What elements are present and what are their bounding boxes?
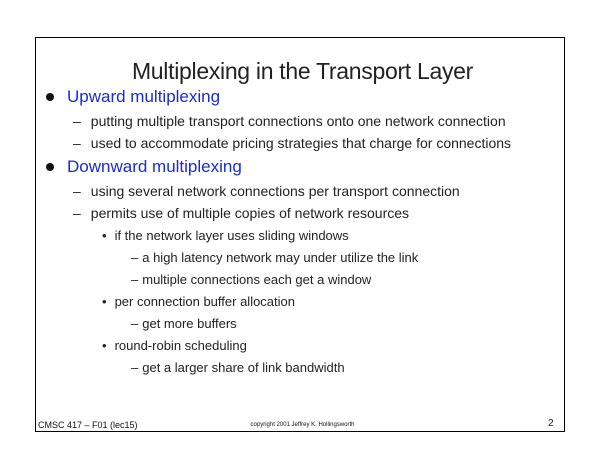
footer-course: CMSC 417 – F01 (lec15) <box>38 420 138 430</box>
detail-item <box>131 272 371 287</box>
page-number: 2 <box>548 418 554 429</box>
detail-item-text: get more buffers <box>142 316 237 331</box>
detail-item-text: get a larger share of link bandwidth <box>142 360 345 375</box>
list-item <box>73 205 409 221</box>
dash-icon: – <box>131 272 139 287</box>
list-item-text: permits use of multiple copies of network resources <box>90 205 410 221</box>
list-item <box>73 135 511 151</box>
bullet-heading: Downward multiplexing <box>67 157 242 176</box>
bullet-heading: Upward multiplexing <box>67 87 221 106</box>
list-item <box>73 183 460 199</box>
list-item-text: used to accommodate pricing strategies that charge for connections <box>90 135 512 151</box>
detail-item-text: multiple connections each get a window <box>142 272 372 287</box>
bullet-point-icon: • <box>102 228 107 243</box>
dash-icon: – <box>73 135 81 151</box>
dash-icon: – <box>131 360 139 375</box>
bullet-upward-multiplexing <box>46 87 566 107</box>
sub-list-item <box>102 294 295 309</box>
slide-title: Multiplexing in the Transport Layer <box>131 58 474 84</box>
sub-list-item-text: if the network layer uses sliding windows <box>114 228 349 243</box>
dash-icon: – <box>131 250 139 265</box>
footer-copyright: copyright 2001 Jeffrey K. Hollingsworth <box>250 422 355 428</box>
detail-item <box>131 316 237 331</box>
sub-list-item-text: round-robin scheduling <box>114 338 247 353</box>
bullet-downward-multiplexing <box>46 157 566 177</box>
sub-list-item <box>102 228 349 243</box>
bullet-dot-icon <box>46 93 54 101</box>
list-item <box>73 113 506 129</box>
detail-item <box>131 360 345 375</box>
dash-icon: – <box>73 183 81 199</box>
bullet-point-icon: • <box>102 294 107 309</box>
detail-item <box>131 250 418 265</box>
bullet-dot-icon <box>46 163 54 171</box>
detail-item-text: a high latency network may under utilize the link <box>142 250 419 265</box>
dash-icon: – <box>131 316 139 331</box>
dash-icon: – <box>73 113 81 129</box>
list-item-text: using several network connections per transport connection <box>90 183 460 199</box>
sub-list-item-text: per connection buffer allocation <box>114 294 296 309</box>
bullet-point-icon: • <box>102 338 107 353</box>
sub-list-item <box>102 338 247 353</box>
dash-icon: – <box>73 205 81 221</box>
list-item-text: putting multiple transport connections onto one network connection <box>90 113 506 129</box>
